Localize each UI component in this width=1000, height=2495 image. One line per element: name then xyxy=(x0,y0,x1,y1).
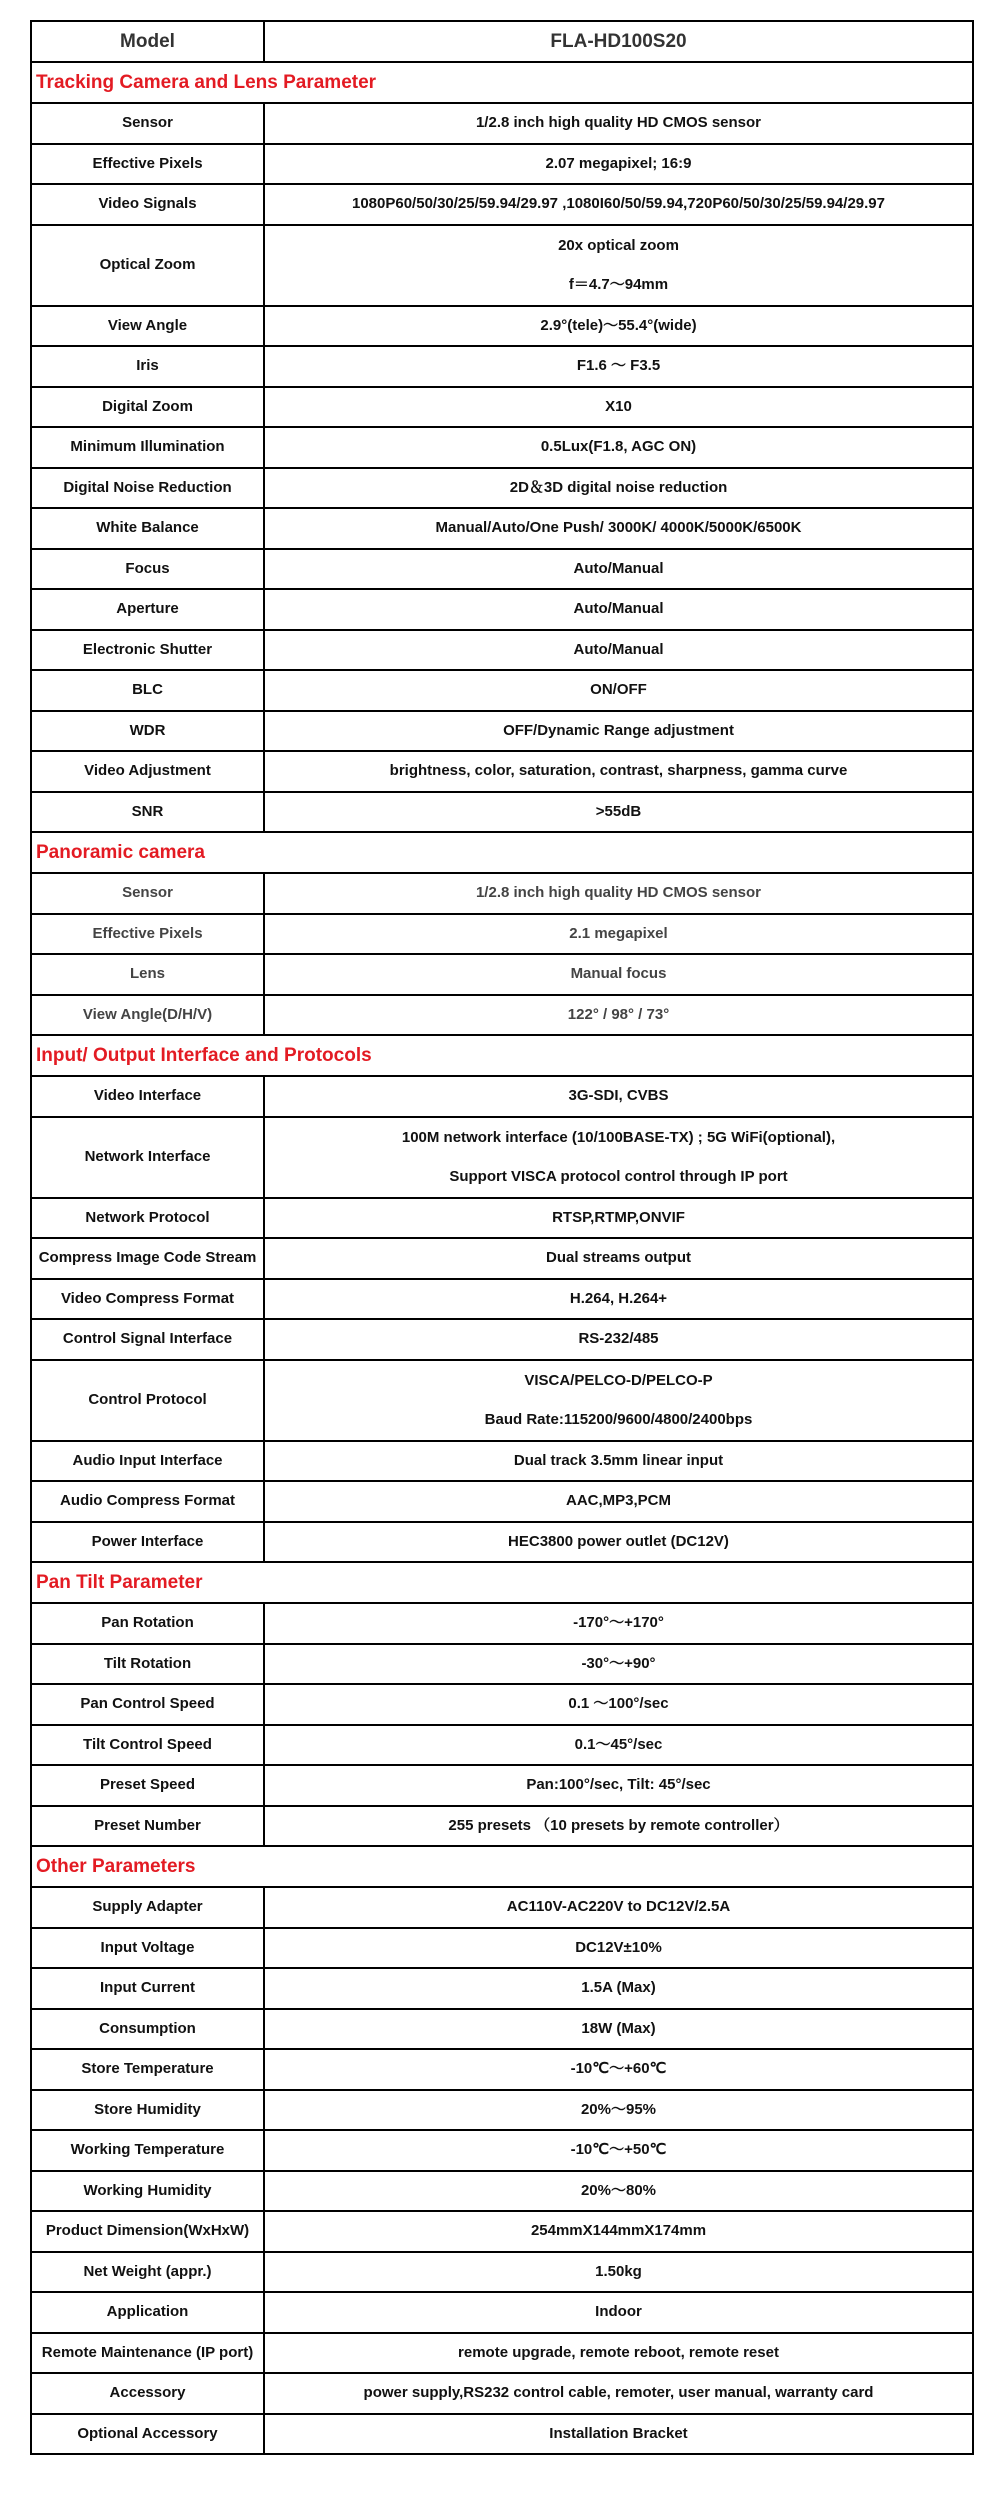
spec-value-cell xyxy=(264,1968,973,2009)
spec-label: Control Signal Interface xyxy=(31,1319,264,1360)
spec-value-cell xyxy=(264,306,973,347)
spec-value-line2: Support VISCA protocol control through IP port xyxy=(449,1167,788,1185)
spec-label: Pan Control Speed xyxy=(31,1684,264,1725)
spec-row xyxy=(31,914,973,955)
section-header-row xyxy=(31,1035,973,1076)
spec-label: Tilt Control Speed xyxy=(31,1725,264,1766)
section-header-row xyxy=(31,62,973,103)
spec-value-cell xyxy=(264,954,973,995)
spec-value-cell xyxy=(264,2171,973,2212)
spec-row xyxy=(31,1968,973,2009)
spec-row xyxy=(31,2171,973,2212)
spec-value-cell xyxy=(264,914,973,955)
spec-value-cell xyxy=(264,1725,973,1766)
spec-row xyxy=(31,1725,973,1766)
spec-label: Effective Pixels xyxy=(31,914,264,955)
spec-value: 2D＆3D digital noise reduction xyxy=(509,478,728,496)
spec-value: RTSP,RTMP,ONVIF xyxy=(552,1208,685,1226)
spec-row xyxy=(31,184,973,225)
spec-label: Preset Speed xyxy=(31,1765,264,1806)
spec-value: Auto/Manual xyxy=(573,640,664,658)
spec-value: 1/2.8 inch high quality HD CMOS sensor xyxy=(475,884,762,902)
spec-value-cell xyxy=(264,427,973,468)
spec-label: Product Dimension(WxHxW) xyxy=(31,2211,264,2252)
spec-value-cell xyxy=(264,103,973,144)
spec-label: Preset Number xyxy=(31,1806,264,1847)
spec-row xyxy=(31,2292,973,2333)
spec-label: WDR xyxy=(31,711,264,752)
spec-row xyxy=(31,508,973,549)
spec-value: Manual/Auto/One Push/ 3000K/ 4000K/5000K/6500K xyxy=(435,519,802,537)
spec-row xyxy=(31,670,973,711)
spec-value: H.264, H.264+ xyxy=(569,1289,668,1307)
spec-label: Digital Noise Reduction xyxy=(31,468,264,509)
spec-row xyxy=(31,387,973,428)
spec-value-cell xyxy=(264,873,973,914)
spec-value-cell xyxy=(264,1076,973,1117)
spec-value: 122° / 98° / 73° xyxy=(567,1005,670,1023)
spec-value: OFF/Dynamic Range adjustment xyxy=(503,721,734,739)
spec-value-cell xyxy=(264,670,973,711)
spec-label: View Angle(D/H/V) xyxy=(31,995,264,1036)
spec-row xyxy=(31,103,973,144)
spec-row xyxy=(31,2049,973,2090)
spec-value: RS-232/485 xyxy=(578,1330,659,1348)
spec-row xyxy=(31,2130,973,2171)
spec-label: Consumption xyxy=(31,2009,264,2050)
spec-row xyxy=(31,751,973,792)
spec-label: Pan Rotation xyxy=(31,1603,264,1644)
spec-row xyxy=(31,2009,973,2050)
spec-label: Accessory xyxy=(31,2373,264,2414)
section-header-row xyxy=(31,832,973,873)
spec-value: 20%～80% xyxy=(580,2181,657,2199)
spec-value: Manual focus xyxy=(570,965,667,983)
spec-value-cell xyxy=(264,346,973,387)
spec-value-cell xyxy=(264,184,973,225)
spec-label: Sensor xyxy=(31,873,264,914)
spec-label: Working Temperature xyxy=(31,2130,264,2171)
spec-value-cell xyxy=(264,1603,973,1644)
spec-value: remote upgrade, remote reboot, remote reset xyxy=(458,2343,779,2361)
spec-label: Aperture xyxy=(31,589,264,630)
spec-value: 3G-SDI, CVBS xyxy=(568,1087,669,1105)
spec-label: Net Weight (appr.) xyxy=(31,2252,264,2293)
spec-value-cell xyxy=(264,2414,973,2455)
spec-value: 2.1 megapixel xyxy=(569,924,668,942)
spec-value: 2.9°(tele)～55.4°(wide) xyxy=(540,316,697,334)
spec-row xyxy=(31,792,973,833)
spec-value-line2: f＝4.7～94mm xyxy=(568,275,669,293)
spec-value: 20%～95% xyxy=(580,2100,657,2118)
spec-value: Installation Bracket xyxy=(549,2424,688,2442)
spec-value: -10℃～+50℃ xyxy=(570,2141,667,2159)
spec-value: 255 presets （10 presets by remote controller） xyxy=(448,1816,789,1834)
spec-row xyxy=(31,1522,973,1563)
spec-value: Dual track 3.5mm linear input xyxy=(513,1451,724,1469)
spec-value-cell xyxy=(264,2252,973,2293)
spec-label: Minimum Illumination xyxy=(31,427,264,468)
spec-label: Electronic Shutter xyxy=(31,630,264,671)
spec-value: F1.6 ～ F3.5 xyxy=(576,357,661,375)
spec-label: Supply Adapter xyxy=(31,1887,264,1928)
spec-value: 20x optical zoom xyxy=(558,236,679,254)
spec-row xyxy=(31,995,973,1036)
spec-value-cell xyxy=(264,1806,973,1847)
spec-label: White Balance xyxy=(31,508,264,549)
spec-value: Auto/Manual xyxy=(573,600,664,618)
spec-row xyxy=(31,2090,973,2131)
section-header-row xyxy=(31,1562,973,1603)
spec-value-cell xyxy=(264,2049,973,2090)
spec-value: VISCA/PELCO-D/PELCO-P xyxy=(524,1371,713,1389)
spec-row xyxy=(31,1238,973,1279)
spec-row xyxy=(31,1279,973,1320)
spec-row xyxy=(31,2252,973,2293)
spec-label: Working Humidity xyxy=(31,2171,264,2212)
spec-row xyxy=(31,1360,973,1441)
model-label: Model xyxy=(31,21,264,62)
spec-row xyxy=(31,1481,973,1522)
spec-value-cell xyxy=(264,630,973,671)
spec-label: View Angle xyxy=(31,306,264,347)
spec-row xyxy=(31,1928,973,1969)
spec-row xyxy=(31,1765,973,1806)
spec-row xyxy=(31,1603,973,1644)
spec-value: brightness, color, saturation, contrast, sharpness, gamma curve xyxy=(389,762,848,780)
section-title: Input/ Output Interface and Protocols xyxy=(31,1035,973,1076)
spec-value-line2: Baud Rate:115200/9600/4800/2400bps xyxy=(484,1410,753,1428)
spec-label: Iris xyxy=(31,346,264,387)
spec-row xyxy=(31,2211,973,2252)
spec-row xyxy=(31,1887,973,1928)
spec-row xyxy=(31,1441,973,1482)
spec-row xyxy=(31,549,973,590)
spec-row xyxy=(31,1684,973,1725)
spec-value-cell xyxy=(264,1522,973,1563)
spec-value-cell xyxy=(264,2090,973,2131)
spec-value-cell xyxy=(264,2009,973,2050)
spec-value: Pan:100°/sec, Tilt: 45°/sec xyxy=(526,1776,711,1794)
spec-value: 1.50kg xyxy=(595,2262,642,2280)
spec-row xyxy=(31,144,973,185)
spec-value: 1/2.8 inch high quality HD CMOS sensor xyxy=(475,114,762,132)
spec-value: Auto/Manual xyxy=(573,559,664,577)
section-title: Pan Tilt Parameter xyxy=(31,1562,973,1603)
spec-label: Input Voltage xyxy=(31,1928,264,1969)
spec-row xyxy=(31,1644,973,1685)
spec-label: Application xyxy=(31,2292,264,2333)
spec-label: Focus xyxy=(31,549,264,590)
spec-value: 0.5Lux(F1.8, AGC ON) xyxy=(540,438,697,456)
spec-label: Optical Zoom xyxy=(31,225,264,306)
spec-row xyxy=(31,427,973,468)
spec-label: Power Interface xyxy=(31,1522,264,1563)
spec-value-cell xyxy=(264,2333,973,2374)
spec-row xyxy=(31,1117,973,1198)
spec-row xyxy=(31,630,973,671)
spec-value-cell xyxy=(264,2130,973,2171)
spec-value-cell xyxy=(264,1644,973,1685)
spec-value: >55dB xyxy=(595,802,642,820)
spec-row xyxy=(31,873,973,914)
spec-value-cell xyxy=(264,751,973,792)
spec-row xyxy=(31,306,973,347)
spec-table xyxy=(30,20,974,2455)
model-value: FLA-HD100S20 xyxy=(264,21,973,62)
spec-label: Audio Compress Format xyxy=(31,1481,264,1522)
spec-value-cell xyxy=(264,1684,973,1725)
spec-label: Input Current xyxy=(31,1968,264,2009)
spec-value-cell xyxy=(264,1887,973,1928)
spec-value: -30°～+90° xyxy=(581,1654,656,1672)
spec-label: Compress Image Code Stream xyxy=(31,1238,264,1279)
spec-value-cell xyxy=(264,2211,973,2252)
spec-label: Control Protocol xyxy=(31,1360,264,1441)
spec-value-cell xyxy=(264,508,973,549)
spec-row xyxy=(31,1319,973,1360)
spec-row xyxy=(31,1806,973,1847)
spec-value: DC12V±10% xyxy=(575,1938,662,1956)
spec-label: Video Interface xyxy=(31,1076,264,1117)
spec-label: Network Protocol xyxy=(31,1198,264,1239)
spec-value-cell xyxy=(264,1198,973,1239)
spec-label: Video Compress Format xyxy=(31,1279,264,1320)
spec-value: 100M network interface (10/100BASE-TX) ; 5G WiFi(optional), xyxy=(401,1128,836,1146)
spec-value: AC110V-AC220V to DC12V/2.5A xyxy=(506,1898,731,1916)
spec-row xyxy=(31,1198,973,1239)
spec-value-cell xyxy=(264,468,973,509)
spec-value: 1080P60/50/30/25/59.94/29.97 ,1080I60/50/59.94,720P60/50/30/25/59.94/29.97 xyxy=(352,195,885,213)
spec-label: SNR xyxy=(31,792,264,833)
spec-value: power supply,RS232 control cable, remoter, user manual, warranty card xyxy=(363,2384,874,2402)
spec-value-cell xyxy=(264,2292,973,2333)
spec-value-cell xyxy=(264,589,973,630)
spec-value-cell xyxy=(264,995,973,1036)
spec-value-cell xyxy=(264,144,973,185)
spec-value: 0.1～45°/sec xyxy=(574,1735,663,1753)
spec-value: -170°～+170° xyxy=(573,1614,664,1632)
spec-value: HEC3800 power outlet (DC12V) xyxy=(508,1532,729,1550)
spec-value: Indoor xyxy=(595,2303,642,2321)
spec-label: Audio Input Interface xyxy=(31,1441,264,1482)
spec-label: Optional Accessory xyxy=(31,2414,264,2455)
spec-value-cell xyxy=(264,225,973,306)
spec-table-body xyxy=(31,21,973,2454)
spec-value: 18W (Max) xyxy=(581,2019,656,2037)
spec-value-cell xyxy=(264,1928,973,1969)
spec-label: Video Signals xyxy=(31,184,264,225)
spec-label: Network Interface xyxy=(31,1117,264,1198)
spec-value-cell xyxy=(264,1117,973,1198)
spec-row xyxy=(31,2414,973,2455)
spec-row xyxy=(31,954,973,995)
spec-label: Sensor xyxy=(31,103,264,144)
spec-value: 2.07 megapixel; 16:9 xyxy=(545,154,692,172)
spec-value: 254mmX144mmX174mm xyxy=(530,2222,707,2240)
spec-value-cell xyxy=(264,711,973,752)
spec-row xyxy=(31,2373,973,2414)
spec-value-cell xyxy=(264,549,973,590)
section-title: Other Parameters xyxy=(31,1846,973,1887)
spec-row xyxy=(31,711,973,752)
spec-label: Store Temperature xyxy=(31,2049,264,2090)
spec-row xyxy=(31,225,973,306)
spec-label: Store Humidity xyxy=(31,2090,264,2131)
spec-row xyxy=(31,346,973,387)
spec-value: AAC,MP3,PCM xyxy=(565,1492,671,1510)
spec-value-cell xyxy=(264,1441,973,1482)
section-header-row xyxy=(31,1846,973,1887)
spec-value-cell xyxy=(264,1319,973,1360)
spec-value: ON/OFF xyxy=(590,681,647,699)
spec-row xyxy=(31,589,973,630)
spec-label: Lens xyxy=(31,954,264,995)
spec-label: Remote Maintenance (IP port) xyxy=(31,2333,264,2374)
spec-label: Video Adjustment xyxy=(31,751,264,792)
spec-value-cell xyxy=(264,2373,973,2414)
spec-value-cell xyxy=(264,1360,973,1441)
section-title: Panoramic camera xyxy=(31,832,973,873)
spec-row xyxy=(31,2333,973,2374)
spec-value-cell xyxy=(264,1481,973,1522)
spec-label: Digital Zoom xyxy=(31,387,264,428)
spec-row xyxy=(31,1076,973,1117)
spec-value-cell xyxy=(264,1238,973,1279)
spec-value-cell xyxy=(264,1765,973,1806)
spec-value: 0.1 ～100°/sec xyxy=(568,1695,669,1713)
spec-value: Dual streams output xyxy=(545,1249,692,1267)
spec-value-cell xyxy=(264,792,973,833)
spec-value: X10 xyxy=(605,397,632,415)
spec-value: 1.5A (Max) xyxy=(581,1979,656,1997)
spec-value-cell xyxy=(264,1279,973,1320)
section-title: Tracking Camera and Lens Parameter xyxy=(31,62,973,103)
spec-label: Tilt Rotation xyxy=(31,1644,264,1685)
spec-row xyxy=(31,468,973,509)
model-header-row xyxy=(31,21,973,62)
spec-value: -10℃～+60℃ xyxy=(570,2060,667,2078)
spec-label: Effective Pixels xyxy=(31,144,264,185)
spec-label: BLC xyxy=(31,670,264,711)
spec-value-cell xyxy=(264,387,973,428)
